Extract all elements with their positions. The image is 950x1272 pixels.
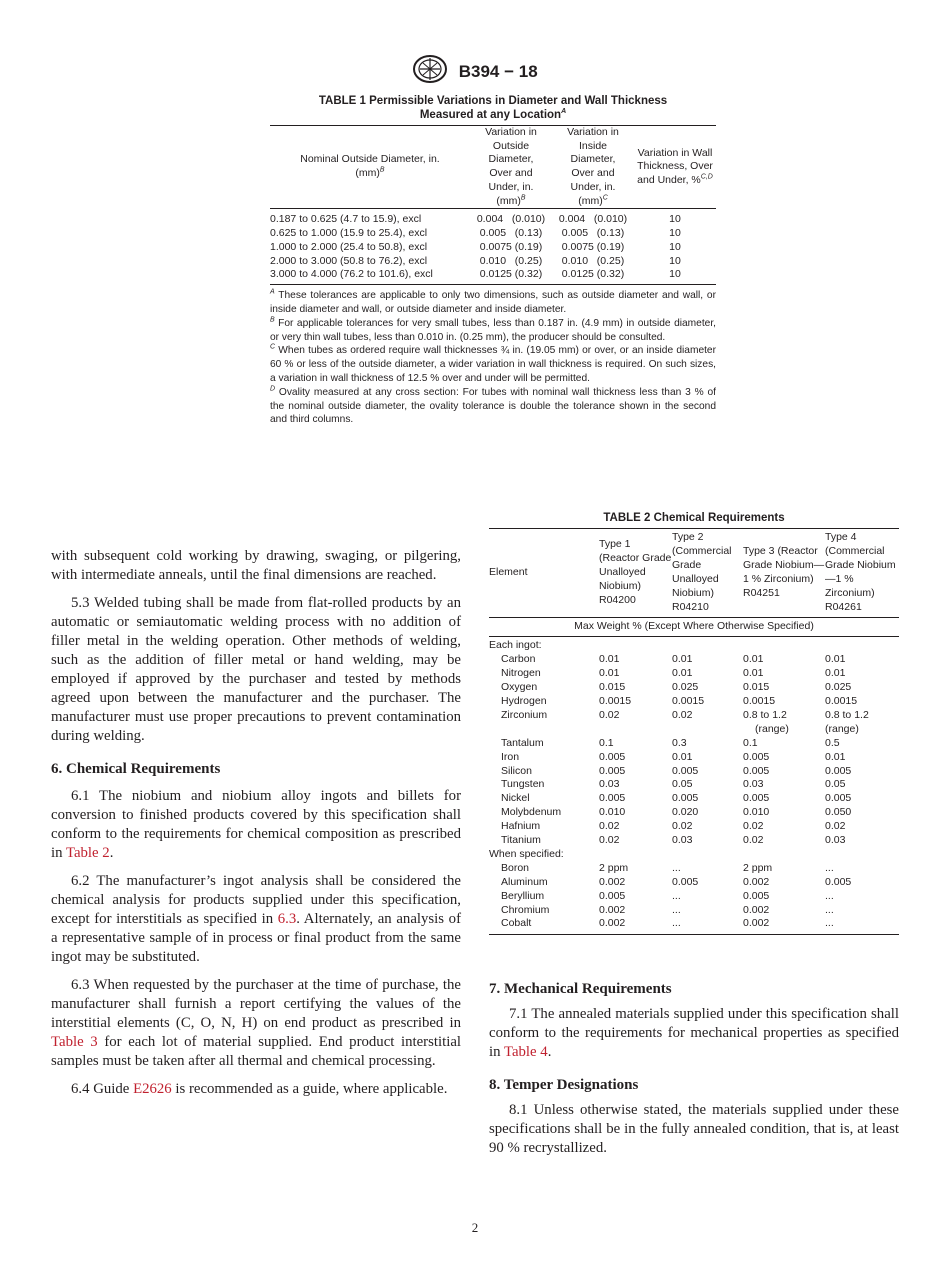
cell-value: 0.005 <box>825 875 852 888</box>
t2-header-type2: Type 2 (Commercial Grade Unalloyed Niobium) R04210 <box>672 531 732 613</box>
t2-cell-t1 <box>599 653 672 667</box>
cell-value: 0.03 <box>672 834 693 847</box>
cell-value: 0.005 <box>743 764 770 777</box>
t1-body <box>270 209 716 285</box>
t2-cell-el <box>489 765 599 779</box>
t2-cell-el <box>489 709 599 737</box>
cell-value: 0.025 <box>825 681 852 694</box>
link-e2626[interactable]: E2626 <box>133 1081 172 1097</box>
t1-cell-range: 1.000 to 2.000 (25.4 to 50.8), excl <box>270 240 428 253</box>
t2-cell-t4 <box>825 695 899 709</box>
cell-value: Chromium <box>501 903 550 916</box>
t2-cell-t4 <box>825 834 899 848</box>
cell-value: 0.02 <box>825 820 846 833</box>
cell-value: ... <box>672 903 681 916</box>
cell-value: 0.0015 <box>743 694 776 707</box>
cell-value: ... <box>825 903 834 916</box>
t2-cell-t2 <box>672 890 743 904</box>
cell-value: 0.010 <box>743 806 770 819</box>
t1-cell-wall: 10 <box>669 227 681 240</box>
t2-cell-el <box>489 681 599 695</box>
cell-value: Zirconium <box>501 708 548 721</box>
cell-value: ... <box>672 861 681 874</box>
cell-value-note: (range) <box>825 722 859 735</box>
t2-cell-t2 <box>672 667 743 681</box>
t2-cell-t4 <box>825 806 899 820</box>
t2-cell-t1 <box>599 890 672 904</box>
left-column <box>51 547 461 1108</box>
t1-cell-range: 0.625 to 1.000 (15.9 to 25.4), excl <box>270 227 428 240</box>
cell-value: 0.025 <box>672 681 699 694</box>
cell-value: 0.05 <box>672 778 693 791</box>
cell-value: 0.002 <box>599 875 626 888</box>
paragraph-8-1: 8.1 Unless otherwise stated, the materials supplied under these specifications shall be in the fully annealed condition, that is, at least 90 % recrystallized. <box>489 1102 899 1156</box>
t2-cell-t1 <box>599 681 672 695</box>
cell-value: 0.01 <box>672 653 693 666</box>
t2-cell-t3 <box>743 917 825 934</box>
t2-cell-t1 <box>599 737 672 751</box>
document-designation: B394 − 18 <box>458 61 538 81</box>
cell-value: ... <box>825 889 834 902</box>
t1-cell-od: 0.010 (0.25) <box>479 254 543 267</box>
cell-value: Tantalum <box>501 736 544 749</box>
footnote-text: When tubes as ordered require wall thicknesses ¾ in. (19.05 mm) or over, or an inside diameter 60 % or less of the outside diameter, a wider variation in wall thickness is required. On such sizes, a variation in wall thickness of 12.5 % over and under will be permitted. <box>270 345 716 384</box>
cell-value: ... <box>825 861 834 874</box>
t2-cell-t3 <box>743 709 825 737</box>
table-row <box>489 917 899 934</box>
paragraph-7-1: 7.1 The annealed materials supplied under this specification shall conform to the requirements for mechanical properties as specified in Table 4. <box>489 1006 899 1060</box>
cell-value: 0.03 <box>825 834 846 847</box>
table-1-grid <box>270 125 716 285</box>
t2-cell-t1 <box>599 667 672 681</box>
t1-header-od: Variation in Outside Diameter, Over and Under, in. (mm)$^B$ <box>485 126 537 207</box>
t2-cell-t2 <box>672 681 743 695</box>
cell-value: Hydrogen <box>501 694 547 707</box>
cell-value: 0.01 <box>825 750 846 763</box>
cell-value: Nitrogen <box>501 667 541 680</box>
t2-subheader: Max Weight % (Except Where Otherwise Specified) <box>574 620 814 633</box>
t2-cell-t1 <box>599 792 672 806</box>
t2-cell-t2 <box>672 653 743 667</box>
t1-footnotes <box>270 289 716 427</box>
table-row <box>489 792 899 806</box>
table-1-caption: TABLE 1 Permissible Variations in Diameter and Wall Thickness Measured at any Location$^A$ <box>318 95 668 121</box>
cell-value: Carbon <box>501 653 536 666</box>
t2-cell-t3 <box>743 890 825 904</box>
cell-value: 0.005 <box>672 792 699 805</box>
t2-cell-t4 <box>825 862 899 876</box>
footnote <box>270 289 716 317</box>
table-row <box>489 806 899 820</box>
table-row <box>489 695 899 709</box>
paragraph-6-2: 6.2 The manufacturer’s ingot analysis shall be considered the chemical analysis for products supplied under this specification, except for interstitials as specified in 6.3. Alternately, an analysis of a representative sample of in process or final product from the same ingot may be substituted. <box>51 873 462 965</box>
cell-value: 0.005 <box>672 764 699 777</box>
t2-cell-t1 <box>599 695 672 709</box>
link-table-2[interactable]: Table 2 <box>65 845 110 861</box>
t2-cell-t1 <box>599 820 672 834</box>
t2-cell-t3 <box>743 653 825 667</box>
cell-value: 0.8 to 1.2 <box>825 708 869 721</box>
cell-value: 0.01 <box>599 653 620 666</box>
cell-value: Aluminum <box>501 875 548 888</box>
cell-value: 0.010 <box>599 806 626 819</box>
t2-cell-t2 <box>672 876 743 890</box>
t2-cell-el <box>489 917 599 934</box>
t2-cell-t2 <box>672 751 743 765</box>
t2-cell-t4 <box>825 876 899 890</box>
t1-cell-range: 0.187 to 0.625 (4.7 to 15.9), excl <box>270 213 422 226</box>
t1-cell-id: 0.010 (0.25) <box>561 254 625 267</box>
t2-cell-t3 <box>743 904 825 918</box>
t1-cell-id: 0.0125 (0.32) <box>561 268 625 281</box>
t1-header-nominal: Nominal Outside Diameter, in. (mm)$^B$ <box>300 153 440 180</box>
table-row <box>489 653 899 667</box>
t2-cell-t3 <box>743 820 825 834</box>
cell-value: Molybdenum <box>501 806 562 819</box>
t1-header-id: Variation in Inside Diameter, Over and Under, in. (mm)$^C$ <box>567 126 619 207</box>
cell-value: Nickel <box>501 792 530 805</box>
cell-value: 0.005 <box>599 792 626 805</box>
table-row <box>489 820 899 834</box>
t2-cell-t2 <box>672 806 743 820</box>
table-row <box>270 227 716 241</box>
cell-value: 0.002 <box>743 903 770 916</box>
t2-cell-t2 <box>672 778 743 792</box>
cell-value: 0.005 <box>743 792 770 805</box>
cell-value: 0.005 <box>599 750 626 763</box>
t2-cell-t1 <box>599 751 672 765</box>
t2-cell-t2 <box>672 695 743 709</box>
t2-cell-t3 <box>743 792 825 806</box>
cell-value: 0.02 <box>599 834 620 847</box>
cell-value: 2 ppm <box>599 861 629 874</box>
footnote-mark: D <box>270 385 276 393</box>
cell-value: 0.1 <box>743 736 758 749</box>
cell-value: 0.0015 <box>672 694 705 707</box>
t2-cell-t4 <box>825 778 899 792</box>
t2-cell-t4 <box>825 820 899 834</box>
cell-value: 0.002 <box>599 917 626 930</box>
table-row <box>489 667 899 681</box>
footnote <box>270 317 716 345</box>
t2-cell-t3 <box>743 862 825 876</box>
cell-value: Silicon <box>501 764 532 777</box>
t2-cell-t2 <box>672 792 743 806</box>
t1-header-wall: Variation in Wall Thickness, Over and Under, %$^{C,D}$ <box>637 146 713 186</box>
cell-value: ... <box>672 889 681 902</box>
cell-value: Hafnium <box>501 820 541 833</box>
group-row <box>489 637 899 653</box>
t2-cell-t1 <box>599 862 672 876</box>
table-row <box>270 268 716 284</box>
t2-cell-t1 <box>599 834 672 848</box>
t2-cell-t4 <box>825 751 899 765</box>
t2-cell-t1 <box>599 904 672 918</box>
t2-cell-t2 <box>672 904 743 918</box>
t2-cell-t4 <box>825 737 899 751</box>
table-row <box>489 876 899 890</box>
cell-value: 0.3 <box>672 736 687 749</box>
cell-value: 0.1 <box>599 736 614 749</box>
t1-cell-wall: 10 <box>669 254 681 267</box>
cell-value: 0.015 <box>599 681 626 694</box>
t2-cell-t3 <box>743 806 825 820</box>
cell-value: 0.05 <box>825 778 846 791</box>
t2-cell-t4 <box>825 904 899 918</box>
paragraph-6-4: 6.4 Guide E2626 is recommended as a guide, where applicable. <box>71 1081 448 1097</box>
t2-cell-t1 <box>599 765 672 779</box>
table-2-grid <box>489 528 899 935</box>
cell-value: 0.03 <box>743 778 764 791</box>
cell-value: 0.002 <box>743 917 770 930</box>
cell-value: 0.005 <box>825 764 852 777</box>
section-8-heading: 8. Temper Designations <box>489 1077 639 1093</box>
page-number: 2 <box>471 1220 479 1235</box>
t2-cell-t3 <box>743 695 825 709</box>
cell-value: 0.0015 <box>825 694 858 707</box>
t2-cell-t2 <box>672 834 743 848</box>
cell-value: 0.03 <box>599 778 620 791</box>
t2-cell-el <box>489 876 599 890</box>
cell-value-note: (range) <box>755 722 789 735</box>
cell-value: ... <box>672 917 681 930</box>
t2-cell-el <box>489 751 599 765</box>
t1-cell-range: 3.000 to 4.000 (76.2 to 101.6), excl <box>270 268 433 281</box>
cell-value: 0.020 <box>672 806 699 819</box>
cell-value: 0.005 <box>743 889 770 902</box>
cell-value: 0.5 <box>825 736 840 749</box>
t2-cell-t4 <box>825 709 899 737</box>
t1-cell-od: 0.004 (0.010) <box>476 213 546 226</box>
t2-cell-el <box>489 904 599 918</box>
cell-value: Iron <box>501 750 520 763</box>
table-2-caption: TABLE 2 Chemical Requirements <box>603 512 785 524</box>
t2-cell-el <box>489 806 599 820</box>
cell-value: 0.015 <box>743 681 770 694</box>
cell-value: 0.005 <box>599 889 626 902</box>
t2-cell-el <box>489 792 599 806</box>
table-row <box>489 737 899 751</box>
paragraph-5-3: 5.3 Welded tubing shall be made from flat-rolled products by an automatic or semiautomatic welding process with no addition of filler metal in the welding operation. Other methods of welding, such as the addition of filler metal or hand welding, may be employed if approved by the purchaser and tested by methods agreed upon between the manufacturer and the purchaser. The manufacturer must use proper precautions to prevent contamination during welding. <box>51 595 461 744</box>
cell-value: ... <box>825 917 834 930</box>
cell-value: 0.01 <box>599 667 620 680</box>
t2-cell-t4 <box>825 917 899 934</box>
t2-cell-el <box>489 653 599 667</box>
t2-cell-t2 <box>672 862 743 876</box>
t2-cell-t3 <box>743 737 825 751</box>
cell-value: Cobalt <box>501 917 532 930</box>
t2-cell-t3 <box>743 834 825 848</box>
t1-cell-id: 0.004 (0.010) <box>558 213 628 226</box>
t2-cell-el <box>489 737 599 751</box>
paragraph-continued: with subsequent cold working by drawing, swaging, or pilgering, with intermediate anneals, until the final dimensions are reached. <box>51 548 461 583</box>
t2-cell-t1 <box>599 876 672 890</box>
cell-value: 0.02 <box>672 820 693 833</box>
footnote <box>270 386 716 427</box>
t2-cell-t2 <box>672 737 743 751</box>
t2-cell-t2 <box>672 917 743 934</box>
t2-cell-t3 <box>743 681 825 695</box>
t2-header-element: Element <box>489 565 528 578</box>
cell-value: 0.002 <box>743 875 770 888</box>
group-label: Each ingot: <box>489 639 542 652</box>
t2-header-type4: Type 4 (Commercial Grade Niobium—1 % Zirconium) R04261 <box>825 531 896 613</box>
cell-value: 0.005 <box>743 750 770 763</box>
t2-cell-t2 <box>672 820 743 834</box>
t2-cell-t3 <box>743 778 825 792</box>
table-row <box>489 765 899 779</box>
t2-cell-t4 <box>825 765 899 779</box>
section-6-heading: 6. Chemical Requirements <box>51 761 221 777</box>
table-1 <box>270 94 716 427</box>
page-header <box>0 54 950 89</box>
table-row <box>489 709 899 737</box>
group-row <box>489 848 899 862</box>
footnote <box>270 344 716 385</box>
cell-value: 0.005 <box>599 764 626 777</box>
cell-value: Oxygen <box>501 681 538 694</box>
cell-value: 0.02 <box>599 708 620 721</box>
table-row <box>489 681 899 695</box>
cell-value: Boron <box>501 861 530 874</box>
t2-cell-el <box>489 778 599 792</box>
t2-cell-el <box>489 862 599 876</box>
t2-header-type3: Type 3 (Reactor Grade Niobium—1 % Zirconium) R04251 <box>743 544 825 599</box>
footnote-mark: A <box>270 288 275 296</box>
footnote-text: For applicable tolerances for very small tubes, less than 0.187 in. (4.9 mm) in outside diameter, or very thin wall tubes, less than 0.010 in. (0.25 mm), the producer should be consulted. <box>270 317 716 343</box>
group-label: When specified: <box>489 847 564 860</box>
cell-value: 0.005 <box>825 792 852 805</box>
cell-value: 0.02 <box>672 708 693 721</box>
t2-cell-t4 <box>825 653 899 667</box>
t1-cell-wall: 10 <box>669 268 681 281</box>
cell-value: 0.01 <box>743 653 764 666</box>
cell-value: Beryllium <box>501 889 545 902</box>
t2-cell-t1 <box>599 806 672 820</box>
table-row <box>270 209 716 227</box>
t2-cell-t4 <box>825 792 899 806</box>
paragraph-6-3: 6.3 When requested by the purchaser at the time of purchase, the manufacturer shall furnish a report certifying the values of the interstitial elements (C, O, N, H) on end product as prescribed in Table 3 for each lot of material supplied. End product interstitial samples must be taken after all thermal and chemical processing. <box>51 977 461 1069</box>
t2-cell-t3 <box>743 667 825 681</box>
table-row <box>489 890 899 904</box>
table-row <box>489 778 899 792</box>
t1-cell-id: 0.0075 (0.19) <box>561 240 625 253</box>
table-row <box>489 862 899 876</box>
cell-value: 0.050 <box>825 806 852 819</box>
link-table-3[interactable]: Table 3 <box>51 1034 98 1050</box>
cell-value: 0.005 <box>672 875 699 888</box>
table-row <box>489 751 899 765</box>
paragraph-6-1: 6.1 The niobium and niobium alloy ingots and billets for conversion to finished products covered by this specification shall conform to the requirements for chemical composition as prescribed in Table 2. <box>51 788 461 861</box>
cell-value: 0.01 <box>743 667 764 680</box>
section-7-heading: 7. Mechanical Requirements <box>489 981 672 997</box>
t2-cell-t1 <box>599 778 672 792</box>
cell-value: 0.01 <box>672 667 693 680</box>
t2-cell-t3 <box>743 751 825 765</box>
t2-cell-el <box>489 820 599 834</box>
t1-cell-id: 0.005 (0.13) <box>561 227 625 240</box>
cell-value: 0.02 <box>743 820 764 833</box>
cell-value: 0.02 <box>599 820 620 833</box>
t2-cell-el <box>489 834 599 848</box>
astm-logo-icon <box>412 54 448 89</box>
footnote-mark: B <box>270 316 275 324</box>
cell-value: 0.01 <box>672 750 693 763</box>
t2-cell-t4 <box>825 681 899 695</box>
t2-cell-t1 <box>599 917 672 934</box>
table-row <box>489 904 899 918</box>
cell-value: 0.8 to 1.2 <box>743 708 787 721</box>
t2-cell-t1 <box>599 709 672 737</box>
link-table-4[interactable]: Table 4 <box>503 1044 548 1060</box>
t2-cell-el <box>489 695 599 709</box>
t2-header-type1: Type 1 (Reactor Grade Unalloyed Niobium) R04200 <box>599 537 672 606</box>
t2-cell-t3 <box>743 765 825 779</box>
cell-value: 2 ppm <box>743 861 773 874</box>
table-row <box>270 241 716 255</box>
t1-cell-wall: 10 <box>669 213 681 226</box>
t2-cell-t3 <box>743 876 825 890</box>
table-row <box>270 255 716 269</box>
cell-value: Tungsten <box>501 778 545 791</box>
cell-value: 0.002 <box>599 903 626 916</box>
right-column <box>489 980 899 1167</box>
t2-cell-t2 <box>672 709 743 737</box>
link-section-6-3[interactable]: 6.3 <box>277 911 297 927</box>
t2-cell-el <box>489 890 599 904</box>
t1-cell-od: 0.0125 (0.32) <box>479 268 543 281</box>
cell-value: 0.0015 <box>599 694 632 707</box>
table-row <box>489 834 899 848</box>
cell-value: Titanium <box>501 834 541 847</box>
t2-cell-t2 <box>672 765 743 779</box>
footnote-mark: C <box>270 344 276 351</box>
t2-cell-t4 <box>825 667 899 681</box>
cell-value: 0.02 <box>743 834 764 847</box>
cell-value: 0.01 <box>825 667 846 680</box>
cell-value: 0.01 <box>825 653 846 666</box>
footnote-text: These tolerances are applicable to only two dimensions, such as outside diameter and wall, or inside diameter and wall, or outside diameter and inside diameter. <box>270 290 716 315</box>
t2-cell-el <box>489 667 599 681</box>
footnote-text: Ovality measured at any cross section: For tubes with nominal wall thickness less than 3 % of the nominal outside diameter, the ovality tolerance is double the tolerance shown in the second and third columns. <box>270 386 716 426</box>
t2-cell-t4 <box>825 890 899 904</box>
t1-cell-wall: 10 <box>669 240 681 253</box>
t1-cell-od: 0.005 (0.13) <box>479 227 543 240</box>
t1-cell-range: 2.000 to 3.000 (50.8 to 76.2), excl <box>270 254 428 267</box>
t1-cell-od: 0.0075 (0.19) <box>479 240 543 253</box>
table-2 <box>489 511 899 935</box>
t2-body <box>489 637 899 935</box>
